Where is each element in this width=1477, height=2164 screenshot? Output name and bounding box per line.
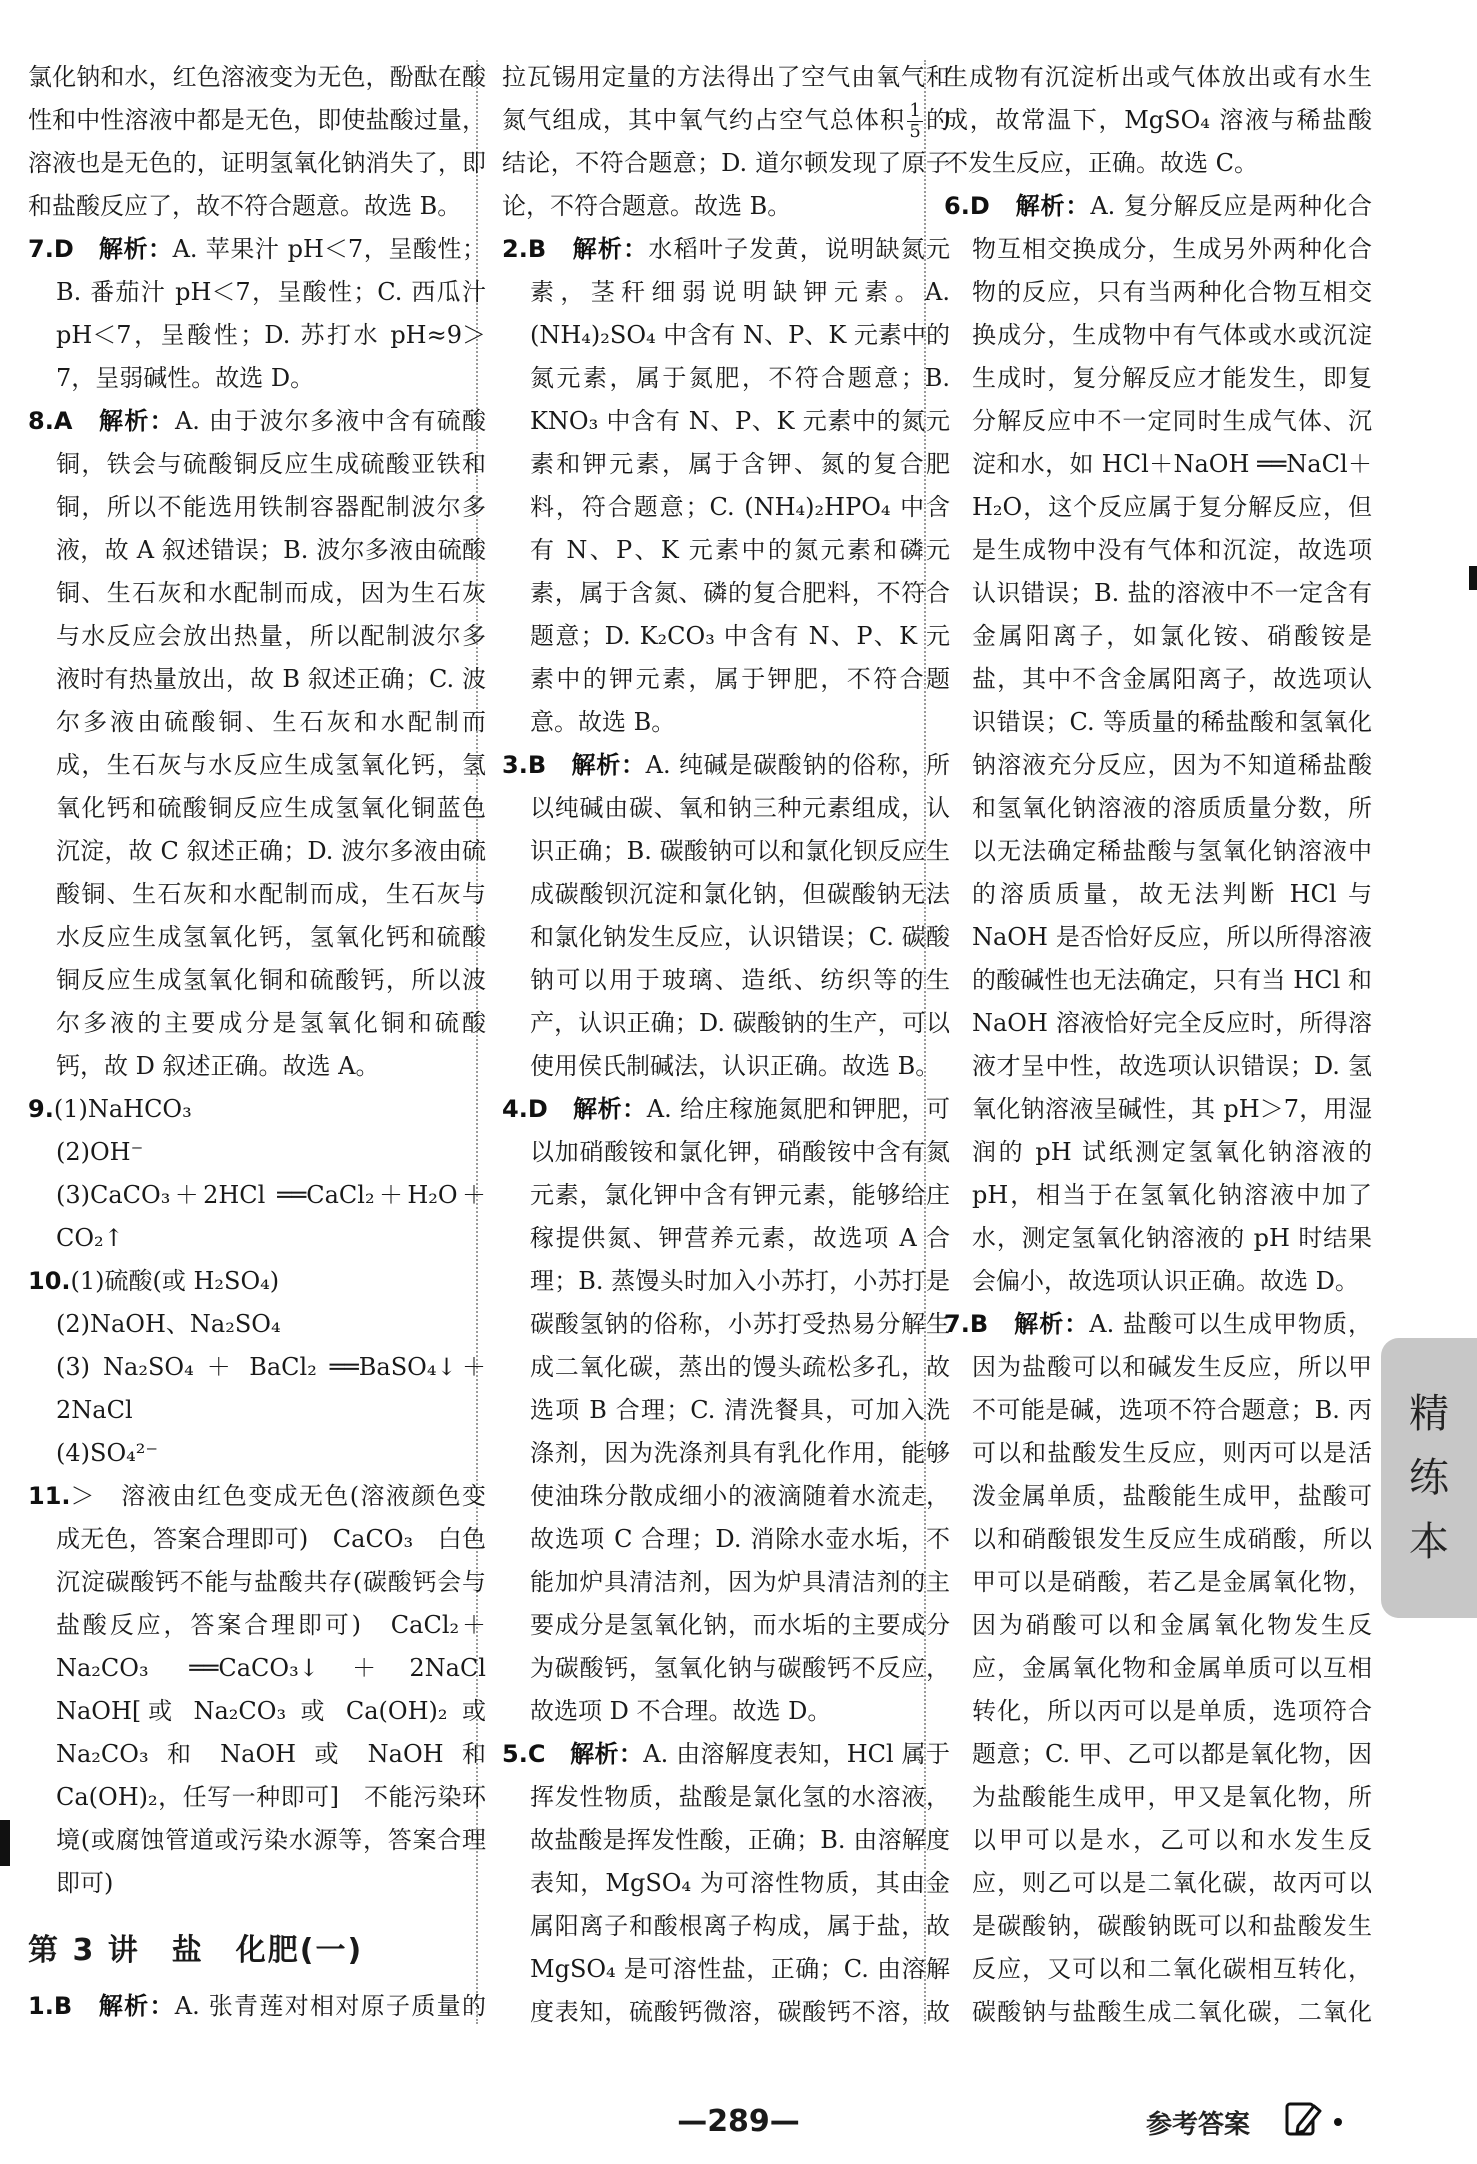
dot-mark: [1334, 2118, 1342, 2126]
edge-mark: [1469, 566, 1477, 590]
answer-item-8: 8.A 解析：A. 由于波尔多液中含有硫酸铜，铁会与硫酸铜反应生成硫酸亚铁和铜，所以不能选用铁制容器配制波尔多液，故 A 叙述错误；B. 波尔多液由硫酸铜、生石灰和水配制而成，因为生石灰与水反应会放出热量，所以配制波尔多液时有热量放出，故 B 叙述正确；C. 波尔多液由硫酸铜、生石灰和水配制而成，生石灰与水反应生成氢氧化钙，氢氧化钙和硫酸铜反应生成氢氧化铜蓝色沉淀，故 C 叙述正确；D. 波尔多液由硫酸铜、生石灰和水配制而成，生石灰与水反应生成氢氧化钙，氢氧化钙和硫酸铜反应生成氢氧化铜和硫酸钙，所以波尔多液的主要成分是氢氧化铜和硫酸钙，故 D 叙述正确。故选 A。: [28, 407, 486, 1080]
page-number: —289—: [677, 2104, 800, 2139]
column-left: [28, 56, 486, 2034]
column-right: [944, 56, 1372, 2034]
answer-item-7: 7.D 解析：A. 苹果汁 pH＜7，呈酸性；B. 番茄汁 pH＜7，呈酸性；C. 西瓜汁 pH＜7，呈酸性；D. 苏打水 pH≈9＞7，呈弱碱性。故选 D。: [28, 235, 486, 392]
continued-answer: 生成物有沉淀析出或气体放出或有水生成，故常温下，MgSO₄ 溶液与稀盐酸不发生反应，正确。故选 C。: [944, 63, 1372, 177]
continued-answer: 氯化钠和水，红色溶液变为无色，酚酞在酸性和中性溶液中都是无色，即使盐酸过量，溶液也是无色的，证明氢氧化钠消失了，即和盐酸反应了，故不符合题意。故选 B。: [28, 63, 486, 220]
answer-item-s3: 3.B 解析：A. 纯碱是碳酸钠的俗称，所以纯碱由碳、氧和钠三种元素组成，认识正确；B. 碳酸钠可以和氯化钡反应生成碳酸钡沉淀和氯化钠，但碳酸钠无法和氯化钠发生反应，认识错误；C. 碳酸钠可以用于玻璃、造纸、纺织等的生产，认识正确；D. 碳酸钠的生产，可以使用侯氏制碱法，认识正确。故选 B。: [502, 751, 950, 1080]
continued-answer: 拉瓦锡用定量的方法得出了空气由氧气和氮气组成，其中氧气约占空气总体积 $\frac{1}{5}$ 的结论，不符合题意；D. 道尔顿发现了原子论，不符合题意。故选 B。: [502, 63, 950, 220]
answer-item-9: 9.(1)NaHCO₃ (2)OH⁻ (3)CaCO₃＋2HCl ══CaCl₂＋H₂O＋CO₂↑: [28, 1095, 486, 1252]
side-tab-char: 练: [1409, 1455, 1449, 1501]
fraction: $\frac{1}{5}$: [909, 100, 921, 142]
section-marker: [0, 1820, 10, 1866]
answer-item-11: 11.＞ 溶液由红色变成无色(溶液颜色变成无色，答案合理即可) CaCO₃ 白色沉淀碳酸钙不能与盐酸共存(碳酸钙会与盐酸反应，答案合理即可) CaCl₂＋Na₂CO₃ ══CaCO₃↓＋2NaCl NaOH[或 Na₂CO₃ 或 Ca(OH)₂ 或 Na₂CO₃ 和 NaOH 或 NaOH 和 Ca(OH)₂，任写一种即可] 不能污染环境(或腐蚀管道或污染水源等，答案合理即可): [28, 1482, 486, 1897]
answer-item-s1: 1.B 解析：A. 张青莲对相对原子质量的: [28, 1992, 486, 2020]
answer-item-s6: 6.D 解析：A. 复分解反应是两种化合物互相交换成分，生成另外两种化合物的反应，只有当两种化合物互相交换成分，生成物中有气体或水或沉淀生成时，复分解反应才能发生，即复分解反应中不一定同时生成气体、沉淀和水，如 HCl＋NaOH ══NaCl＋H₂O，这个反应属于复分解反应，但是生成物中没有气体和沉淀，故选项认识错误；B. 盐的溶液中不一定含有金属阳离子，如氯化铵、硝酸铵是盐，其中不含金属阳离子，故选项认识错误；C. 等质量的稀盐酸和氢氧化钠溶液充分反应，因为不知道稀盐酸和氢氧化钠溶液的溶质质量分数，所以无法确定稀盐酸与氢氧化钠溶液中的溶质质量，故无法判断 HCl 与 NaOH 是否恰好反应，所以所得溶液的酸碱性也无法确定，只有当 HCl 和 NaOH 溶液恰好完全反应时，所得溶液才呈中性，故选项认识错误；D. 氢氧化钠溶液呈碱性，其 pH＞7，用湿润的 pH 试纸测定氢氧化钠溶液的 pH，相当于在氢氧化钠溶液中加了水，测定氢氧化钠溶液的 pH 时结果会偏小，故选项认识正确。故选 D。: [944, 192, 1372, 1295]
column-middle: [502, 56, 950, 2034]
answer-item-s4: 4.D 解析：A. 给庄稼施氮肥和钾肥，可以加硝酸铵和氯化钾，硝酸铵中含有氮元素，氯化钾中含有钾元素，能够给庄稼提供氮、钾营养元素，故选项 A 合理；B. 蒸馒头时加入小苏打，小苏打是碳酸氢钠的俗称，小苏打受热易分解生成二氧化碳，蒸出的馒头疏松多孔，故选项 B 合理；C. 清洗餐具，可加入洗涤剂，因为洗涤剂具有乳化作用，能够使油珠分散成细小的液滴随着水流走，故选项 C 合理；D. 消除水壶水垢，不能加炉具清洁剂，因为炉具清洁剂的主要成分是氢氧化钠，而水垢的主要成分为碳酸钙，氢氧化钠与碳酸钙不反应，故选项 D 不合理。故选 D。: [502, 1095, 950, 1725]
side-tab-char: 本: [1409, 1519, 1449, 1565]
answer-item-s5: 5.C 解析：A. 由溶解度表知，HCl 属于挥发性物质，盐酸是氯化氢的水溶液，故盐酸是挥发性酸，正确；B. 由溶解度表知，MgSO₄ 为可溶性物质，其由金属阳离子和酸根离子构成，属于盐，故 MgSO₄ 是可溶性盐，正确；C. 由溶解度表知，硫酸钙微溶，碳酸钙不溶，故: [502, 1740, 950, 2026]
side-tab-char: 精: [1409, 1391, 1449, 1437]
side-tab: [1381, 1338, 1477, 1618]
answer-item-10: 10.(1)硫酸(或 H₂SO₄) (2)NaOH、Na₂SO₄ (3) Na₂SO₄ ＋ BaCl₂ ══BaSO₄↓＋2NaCl (4)SO₄²⁻: [28, 1267, 486, 1467]
answer-item-s7: 7.B 解析：A. 盐酸可以生成甲物质，因为盐酸可以和碱发生反应，所以甲不可能是碱，选项不符合题意；B. 丙可以和盐酸发生反应，则丙可以是活泼金属单质，盐酸能生成甲，盐酸可以和硝酸银发生反应生成硝酸，所以甲可以是硝酸，若乙是金属氧化物，因为硝酸可以和金属氧化物发生反应，金属氧化物和金属单质可以互相转化，所以丙可以是单质，选项符合题意；C. 甲、乙可以都是氧化物，因为盐酸能生成甲，甲又是氧化物，所以甲可以是水，乙可以和水发生反应，则乙可以是二氧化碳，故丙可以是碳酸钠，碳酸钠既可以和盐酸发生反应，又可以和二氧化碳相互转化，碳酸钠与盐酸生成二氧化碳，二氧化: [944, 1310, 1372, 2026]
pencil-icon: [1284, 2098, 1324, 2138]
footer-label: 参考答案: [1146, 2110, 1251, 2140]
section-title: 第 3 讲 盐 化肥(一): [28, 1933, 364, 1968]
answer-item-s2: 2.B 解析：水稻叶子发黄，说明缺氮元素，茎秆细弱说明缺钾元素。A. (NH₄)₂SO₄ 中含有 N、P、K 元素中的氮元素，属于氮肥，不符合题意；B. KNO₃ 中含有 N、P、K 元素中的氮元素和钾元素，属于含钾、氮的复合肥料，符合题意；C. (NH₄)₂HPO₄ 中含有 N、P、K 元素中的氮元素和磷元素，属于含氮、磷的复合肥料，不符合题意；D. K₂CO₃ 中含有 N、P、K 元素中的钾元素，属于钾肥，不符合题意。故选 B。: [502, 235, 950, 736]
